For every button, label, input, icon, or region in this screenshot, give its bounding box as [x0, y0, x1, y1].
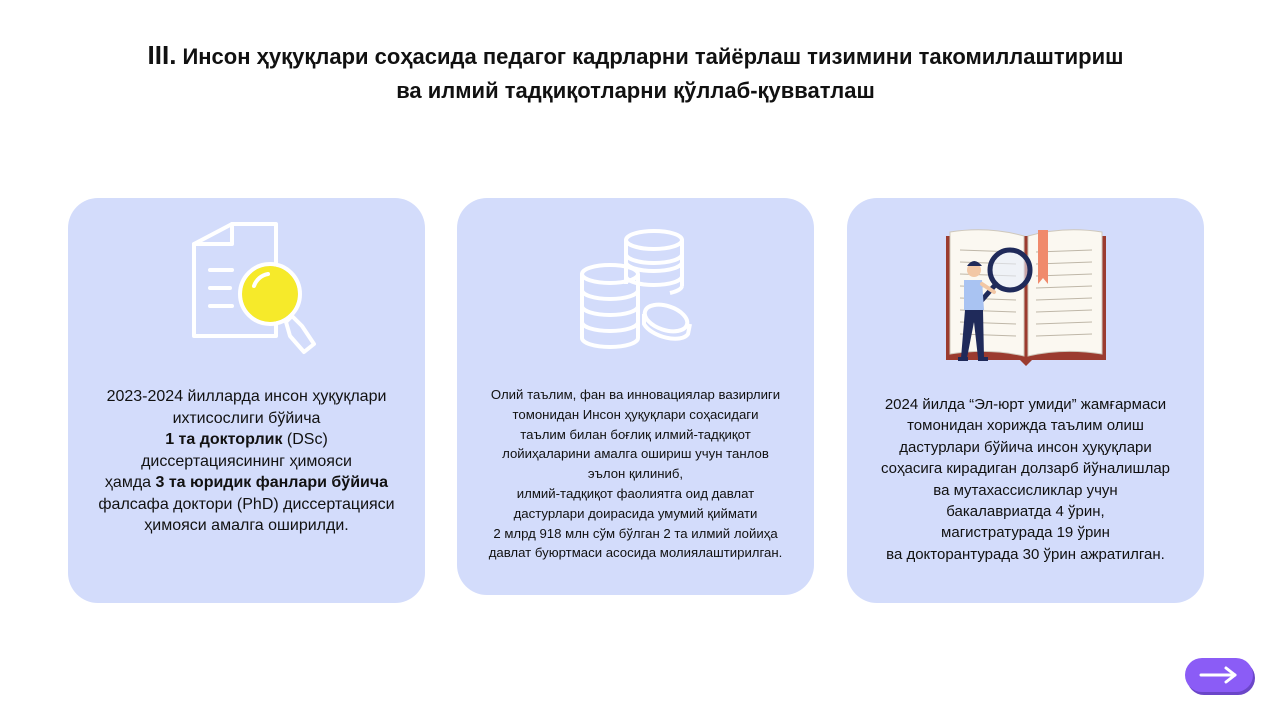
card-research-text: Олий таълим, фан ва инновациялар вазирлиги томонидан Инсон ҳуқуқлари соҳасидаги таълим билан боғлиқ илмий-тадқиқот лойиҳаларини амалга ошириш учун танлов эълон қилиниб, илмий-тадқиқот фаолиятга оид давлат дастурлари доирасида умумий қиймати 2 млрд 918 млн сўм бўлган 2 та илмий лойиҳа давлат буюртмаси асосида молиялаштирилган.	[488, 387, 783, 561]
document-search-icon	[68, 214, 425, 364]
card-doctorate-text: 2023-2024 йилларда инсон ҳуқуқлари ихтисослиги бўйича 1 та докторлик (DSc) диссертациясининг ҳимояси ҳамда 3 та юридик фанлари бўйича фалсафа доктори (PhD) диссертацияси ҳимояси амалга оширилди.	[98, 388, 395, 534]
arrow-right-icon	[1199, 666, 1239, 684]
title-line-1: Инсон ҳуқуқлари соҳасида педагог кадрларни тайёрлаш тизимини такомиллаштириш	[182, 44, 1124, 69]
title-line-2: ва илмий тадқиқотларни қўллаб-қувватлаш	[396, 78, 875, 103]
info-card-scholarships	[847, 198, 1204, 603]
info-card-doctorate	[68, 198, 425, 603]
section-number: III.	[147, 40, 177, 70]
next-slide-button[interactable]	[1185, 658, 1253, 692]
card-scholarships-text: 2024 йилда “Эл-юрт умиди” жамғармаси томонидан хорижда таълим олиш дастурлари бўйича инсон ҳуқуқлари соҳасига кирадиган долзарб йўналишлар ва мутахассисликлар учун бакалавриатда 4 ўрин, магистратурада 19 ўрин ва докторантурада 30 ўрин ажратилган.	[880, 396, 1171, 563]
coins-icon	[457, 226, 814, 351]
book-magnifier-icon	[847, 226, 1204, 381]
slide-title	[0, 38, 1271, 108]
info-card-research-funding	[457, 198, 814, 595]
